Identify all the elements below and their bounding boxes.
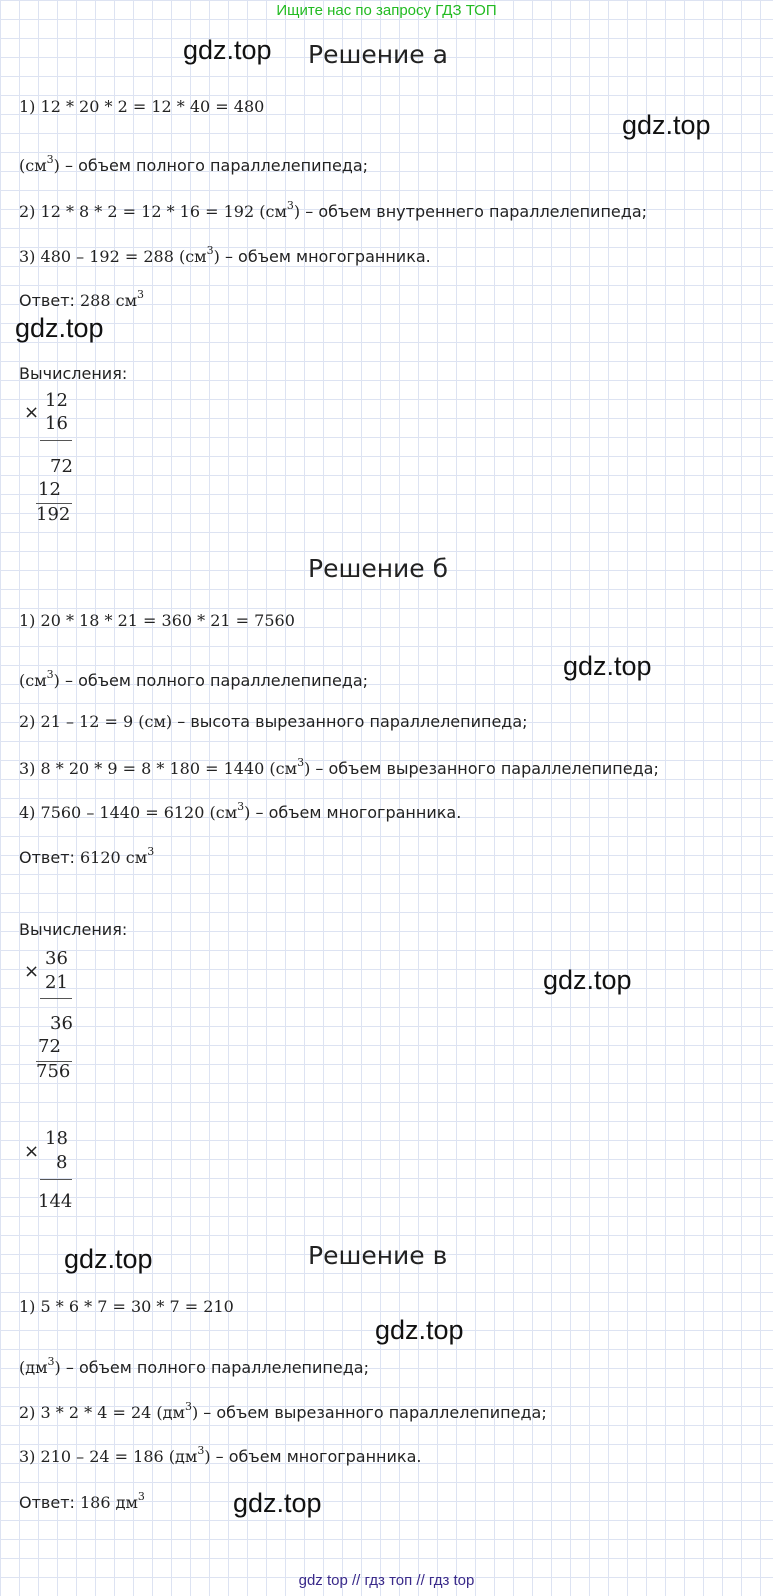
search-banner: Ищите нас по запросу ГДЗ ТОП bbox=[276, 2, 497, 19]
solution-line: $(дм^3)$ – объем полного параллелепипеда; bbox=[19, 1355, 369, 1377]
calc-factor: 18 bbox=[45, 1128, 68, 1149]
answer-line: Ответ: 288 $см^3$ bbox=[19, 288, 145, 310]
calc-partial: 12 bbox=[38, 479, 61, 500]
solution-line: 2) 21 – 12 = 9 (см) – высота вырезанного параллелепипеда; bbox=[19, 712, 528, 731]
footer-links: gdz top // гдз топ // гдз top bbox=[298, 1572, 475, 1589]
solution-line: 3) 210 – 24 = 186 $(дм^3)$ – объем многогранника. bbox=[19, 1444, 422, 1466]
answer-line: Ответ: 6120 $см^3$ bbox=[19, 845, 155, 867]
calc-partial: 36 bbox=[50, 1013, 73, 1034]
solution-line: 2) 12 * 8 * 2 = 12 * 16 = 192 $(см^3)$ – объем внутреннего параллелепипеда; bbox=[19, 199, 648, 221]
solution-line: 1) 20 * 18 * 21 = 360 * 21 = 7560 bbox=[19, 611, 295, 630]
calc-bar bbox=[40, 1179, 72, 1180]
section-title: Решение а bbox=[308, 40, 448, 69]
solution-line: 2) 3 * 2 * 4 = 24 $(дм^3)$ – объем вырезанного параллелепипеда; bbox=[19, 1400, 547, 1422]
calc-partial: 72 bbox=[38, 1036, 61, 1057]
watermark: gdz.top bbox=[543, 965, 632, 995]
calc-factor: 36 bbox=[45, 948, 68, 969]
watermark: gdz.top bbox=[233, 1488, 322, 1518]
calculations-label: Вычисления: bbox=[19, 364, 128, 383]
calculations-label: Вычисления: bbox=[19, 920, 128, 939]
solution-line: 3) 480 – 192 = 288 $(см^3)$ – объем многогранника. bbox=[19, 244, 431, 266]
times-sign: × bbox=[24, 1141, 40, 1162]
calc-result: 756 bbox=[36, 1061, 71, 1082]
calc-result: 192 bbox=[36, 504, 71, 525]
calc-factor: 8 bbox=[56, 1152, 68, 1173]
calc-bar bbox=[40, 440, 72, 441]
solution-line: 4) 7560 – 1440 = 6120 $(см^3)$ – объем многогранника. bbox=[19, 800, 462, 822]
solution-line: 3) 8 * 20 * 9 = 8 * 180 = 1440 $(см^3)$ – объем вырезанного параллелепипеда; bbox=[19, 756, 659, 778]
calc-bar bbox=[40, 998, 72, 999]
calc-result: 144 bbox=[38, 1191, 73, 1212]
section-title: Решение б bbox=[308, 554, 449, 583]
watermark: gdz.top bbox=[622, 110, 711, 140]
calc-partial: 72 bbox=[50, 456, 73, 477]
watermark: gdz.top bbox=[375, 1315, 464, 1345]
watermark: gdz.top bbox=[563, 651, 652, 681]
calc-factor: 16 bbox=[45, 413, 68, 434]
answer-line: Ответ: 186 $дм^3$ bbox=[19, 1490, 145, 1512]
solution-line: 1) 12 * 20 * 2 = 12 * 40 = 480 bbox=[19, 97, 265, 116]
solution-line: $(см^3)$ – объем полного параллелепипеда; bbox=[19, 668, 369, 690]
watermark: gdz.top bbox=[15, 313, 104, 343]
section-title: Решение в bbox=[308, 1241, 448, 1270]
solution-line: $(см^3)$ – объем полного параллелепипеда; bbox=[19, 153, 369, 175]
solution-line: 1) 5 * 6 * 7 = 30 * 7 = 210 bbox=[19, 1297, 234, 1316]
calc-factor: 12 bbox=[45, 390, 68, 411]
calc-factor: 21 bbox=[45, 972, 68, 993]
watermark: gdz.top bbox=[183, 35, 272, 65]
watermark: gdz.top bbox=[64, 1244, 153, 1274]
times-sign: × bbox=[24, 961, 40, 982]
times-sign: × bbox=[24, 402, 40, 423]
